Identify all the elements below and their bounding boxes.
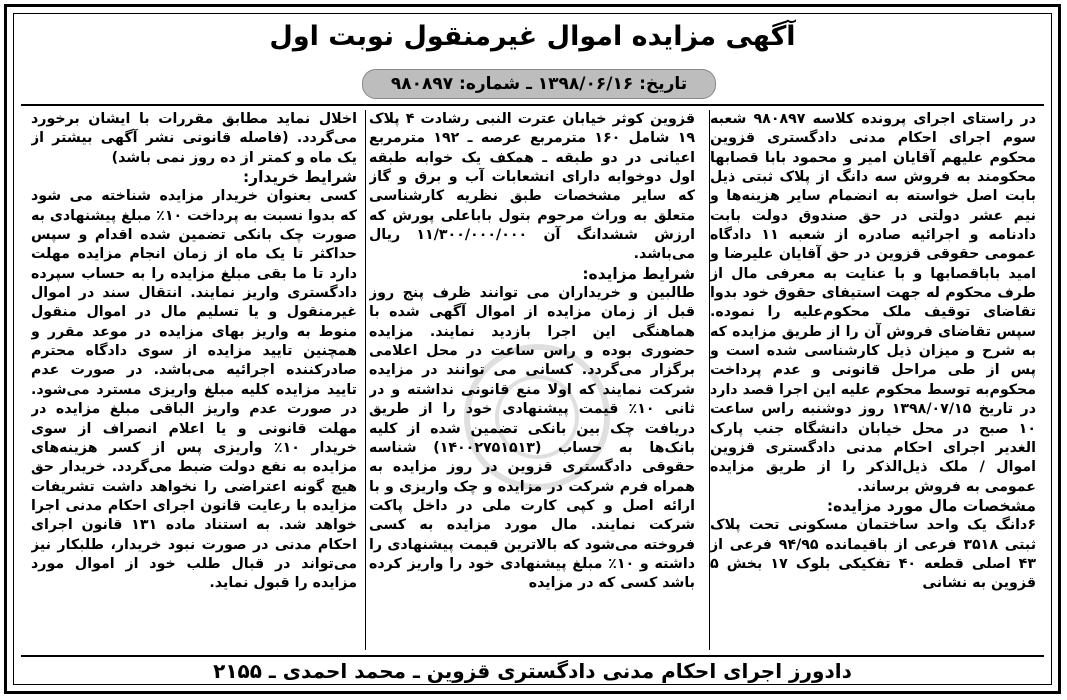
auction-conditions-heading: شرایط مزایده: bbox=[582, 264, 695, 283]
property-specs-heading: مشخصات مال مورد مزایده: bbox=[826, 496, 1036, 515]
auction-conditions-paragraph: طالبین و خریداران می توانند ظرف پنج روز قبل از زمان مزایده از اموال آگهی شده با هماهنگی این اجرا بازدید نمایند. مزایده حضوری بوده و راس ساعت در محل اعلامی برگزار می‌گردد. کسانی می توانند در مزایده شرکت نمایند که اولا منع قانونی نداشته و در ثانی ۱۰٪ قیمت پیشنهادی خود را از طریق دریافت چک بین بانکی تضمین شده از کلیه بانک‌ها به حساب (۱۴۰۰۲۷۵۱۵۱۳) شناسه حقوقی دادگستری قزوین در روز مزایده به همراه فرم شرکت در مزایده و چک واریزی و با ارائه اصل و کپی کارت ملی در داخل پاکت شرکت نمایند. مال مورد مزایده به کسی فروخته می‌شود که بالاترین قیمت پیشنهادی را داشته و ۱۰٪ مبلغ پیشنهادی خود را واریز کرده باشد کسی که در مزایده bbox=[369, 285, 695, 592]
buyer-conditions-paragraph: کسی بعنوان خریدار مزایده شناخته می شود که بدوا نسبت به پرداخت ۱۰٪ مبلغ پیشنهادی به صورت چک بانکی تضمین شده اقدام و سپس حداکثر تا یک ماه از زمان انجام مزایده مهلت دارد تا ما بقی مبلغ مزایده را به حساب سپرده دادگستری واریز نمایند. انتقال سند در اموال غیرمنقول و یا تسلیم مال در اموال منقول منوط به واریز بهای مزایده در موعد مقرر و همچنین تایید مزایده از سوی دادگاه محترم صادرکننده اجرائیه می‌باشد. در صورت عدم تایید مزایده کلیه مبلغ واریزی مسترد می‌شود. در صورت عدم واریز الباقی مبلغ مزایده در مهلت قانونی و یا اعلام انصراف از سوی خریدار ۱۰٪ واریزی پس از کسر هزینه‌های مزایده به نفع دولت ضبط می‌گردد. خریدار حق هیچ گونه اعتراضی را نخواهد داشت تشریفات مزایده با رعایت قانون اجرای احکام مدنی اجرا خواهد شد. به استناد ماده ۱۳۱ قانون اجرای احکام مدنی در صورت نبود خریدار، طلبکار نیز می‌تواند در قبال طلب خود از اموال مورد مزایده را قبول نماید. bbox=[31, 188, 357, 592]
disruption-paragraph: اخلال نماید مطابق مقررات با ایشان برخورد می‌گردد. (فاصله قانونی نشر آگهی بیشتر از یک ماه و کمتر از ده روز نمی باشد) bbox=[31, 111, 357, 166]
column-divider bbox=[365, 110, 366, 650]
auction-notice bbox=[4, 4, 1061, 694]
bottom-divider bbox=[21, 655, 1044, 657]
property-specs-paragraph: ۶دانگ یک واحد ساختمان مسکونی تحت پلاک ثبتی ۳۵۱۸ فرعی از باقیمانده ۹۴/۹۵ فرعی از ۴۳ اصلی قطعه ۴۰ تفکیکی بلوک ۱۷ بخش ۵ قزوین به نشانی bbox=[710, 517, 1036, 592]
buyer-conditions-heading: شرایط خریدار: bbox=[242, 168, 357, 187]
property-address-paragraph: قزوین کوثر خیابان عترت النبی رشادت ۴ پلاک ۱۹ شامل ۱۶۰ مترمربع عرصه ـ ۱۹۲ مترمربع اعیانی در دو طبقه ـ همکف یک خوابه طبقه اول دوخوابه دارای انشعابات آب و برق و گاز که سایر مشخصات طبق نظریه کارشناسی متعلق به وراث مرحوم بتول باباعلی پورش که ارزش ششدانگ آن ۱۱/۳۰۰/۰۰۰/۰۰۰ ریال می‌باشد. bbox=[369, 111, 695, 263]
intro-paragraph: در راستای اجرای پرونده کلاسه ۹۸۰۸۹۷ شعبه سوم اجرای احکام مدنی دادگستری قزوین محکوم علیهم آقایان امیر و محمود بابا قصابها محکومند به فروش سه دانگ از پلاک ثبتی ذیل بابت اصل خواسته به انضمام سایر هزینه‌ها و نیم عشر دولتی در حق صندوق دولت بابت دادنامه و اجرائیه صادره از شعبه ۱۱ دادگاه عمومی حقوقی قزوین در حق آقایان علیرضا و امید باباقصابها و با عنایت به معرفی مال از طرف محکوم له جهت استیفای حقوق خود بدوا تقاضای توقیف ملک محکوم‌علیه را نموده. سپس تقاضای فروش آن را از طریق مزایده که به شرح و میزان ذیل کارشناسی شده است و پس از طی مراحل قانونی و عدم پرداخت محکوم‌به توسط محکوم علیه این اجرا قصد دارد در تاریخ ۱۳۹۸/۰۷/۱۵ روز دوشنبه راس ساعت ۱۰ صبح در محل خیابان دانشگاه جنب پارک الغدیر اجرای احکام مدنی دادگستری قزوین اموال / ملک ذیل‌الذکر را از طریق مزایده عمومی به فروش برساند. bbox=[710, 111, 1036, 495]
signature-line: دادورز اجرای احکام مدنی دادگستری قزوین ـ محمد احمدی ـ ۲۱۵۵ bbox=[213, 659, 852, 683]
date-number-bar: تاریخ: ۱۳۹۸/۰۶/۱۶ ـ شماره: ۹۸۰۸۹۷ bbox=[362, 69, 716, 99]
top-divider bbox=[21, 104, 1044, 106]
column-divider bbox=[709, 110, 710, 650]
notice-title: آگهی مزایده اموال غیرمنقول نوبت اول bbox=[269, 21, 796, 52]
column-middle bbox=[369, 110, 695, 652]
column-left bbox=[31, 110, 357, 652]
column-right bbox=[710, 110, 1036, 652]
